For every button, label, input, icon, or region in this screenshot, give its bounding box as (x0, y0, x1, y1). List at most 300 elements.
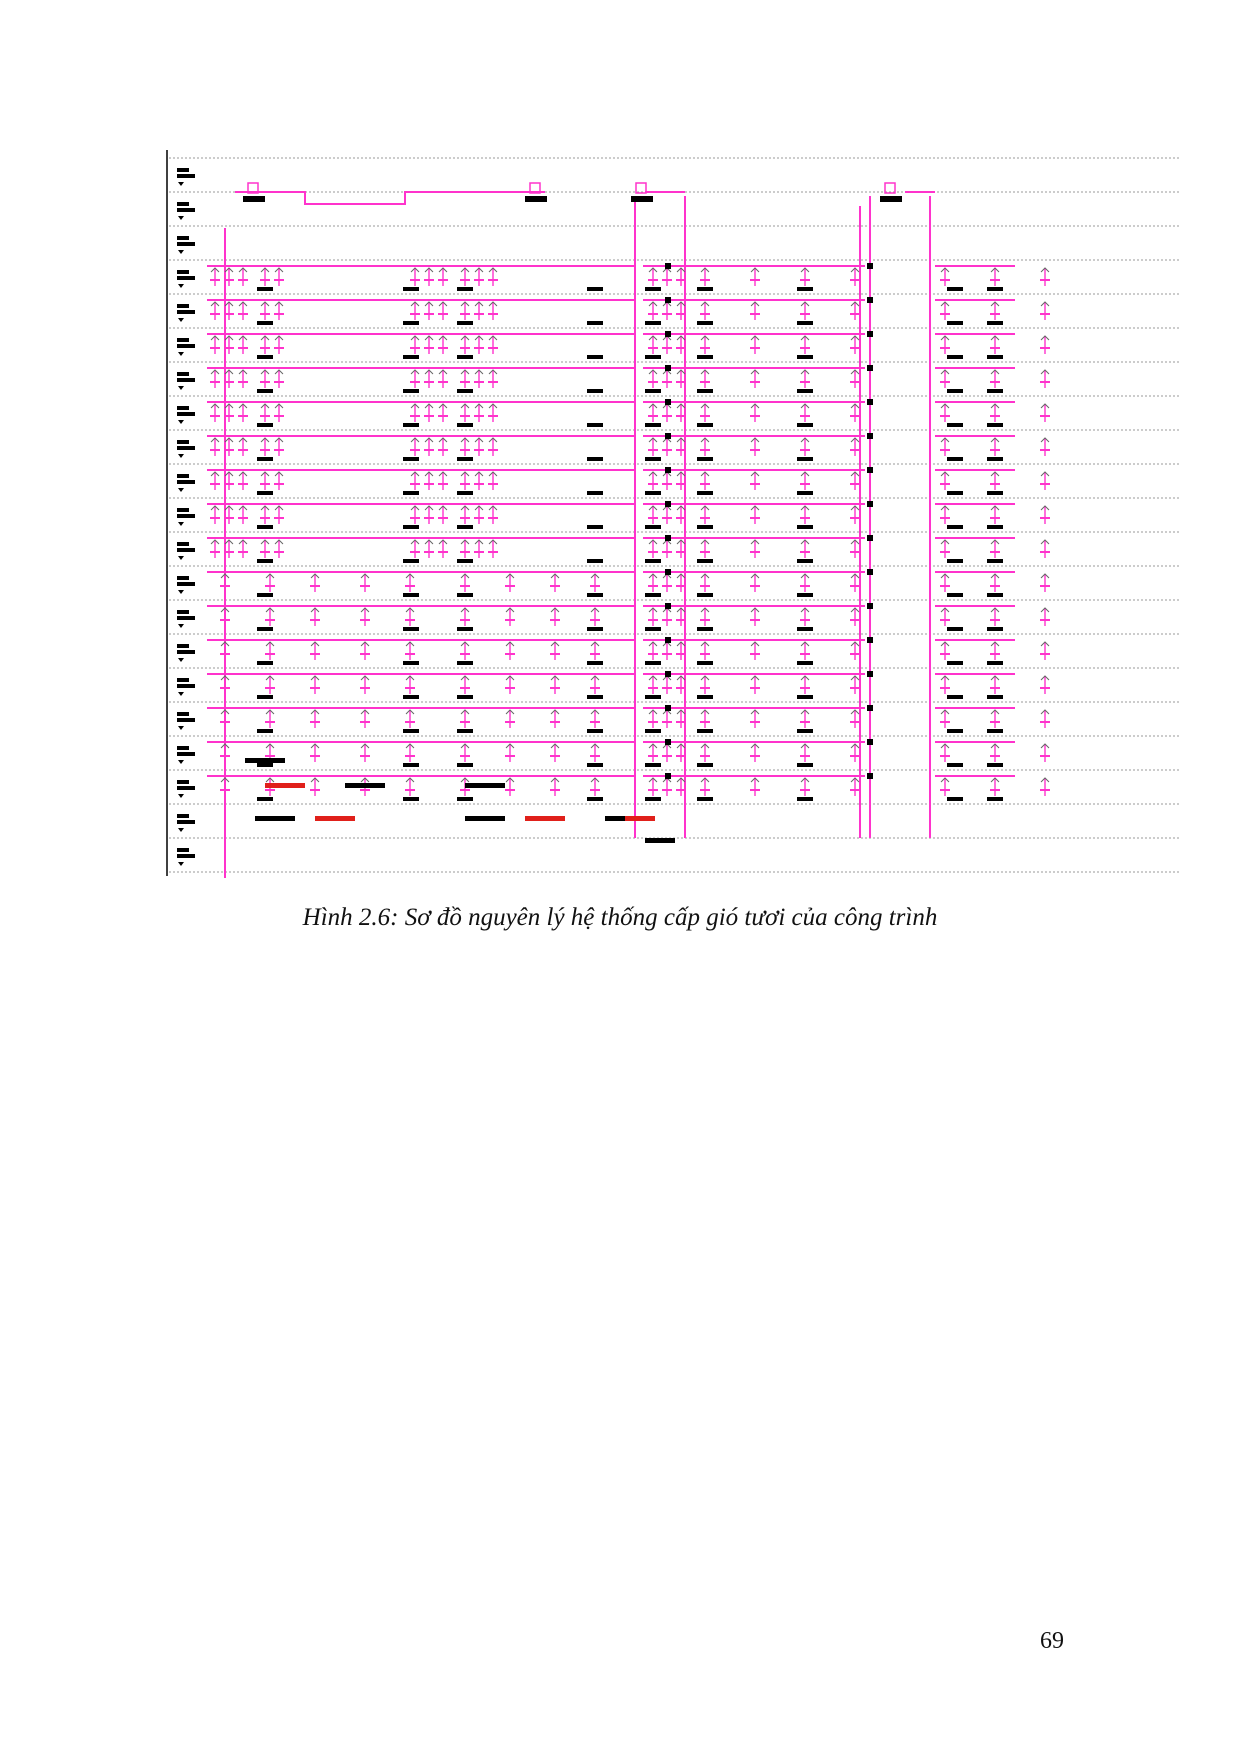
equipment-bar (947, 423, 963, 427)
level-arrow (178, 590, 184, 594)
equipment-bar (987, 321, 1003, 325)
diffuser-collar (474, 279, 484, 281)
diffuser-collar (424, 313, 434, 315)
equipment-bar (947, 661, 963, 665)
diffuser-collar (474, 313, 484, 315)
diffuser-collar (360, 687, 370, 689)
diffuser-collar (505, 721, 515, 723)
diffuser-collar (662, 279, 672, 281)
diffuser-collar (940, 517, 950, 519)
level-mark (177, 752, 195, 756)
level-arrow (178, 386, 184, 390)
diffuser-collar (1040, 517, 1050, 519)
equipment-bar (645, 627, 661, 631)
diffuser-collar (260, 449, 270, 451)
diffuser-collar (1040, 619, 1050, 621)
riser-damper (665, 773, 671, 779)
riser-damper (867, 501, 873, 507)
riser-damper (665, 671, 671, 677)
riser-damper (665, 399, 671, 405)
equipment-bar (797, 661, 813, 665)
equipment-bar (587, 763, 603, 767)
level-mark (177, 854, 195, 858)
equipment-bar (947, 729, 963, 733)
diffuser-collar (424, 517, 434, 519)
diffuser-collar (648, 449, 658, 451)
equipment-bar (587, 695, 603, 699)
diffuser-collar (676, 551, 686, 553)
diffuser-collar (488, 517, 498, 519)
equipment-bar (257, 457, 273, 461)
equipment-bar (403, 593, 419, 597)
diffuser-collar (676, 483, 686, 485)
diffuser-collar (648, 721, 658, 723)
diffuser-collar (220, 755, 230, 757)
equipment-bar (645, 797, 661, 801)
diffuser-collar (438, 551, 448, 553)
equipment-bar (587, 423, 603, 427)
diffuser-collar (210, 313, 220, 315)
equipment-bar (797, 287, 813, 291)
diffuser-collar (1040, 551, 1050, 553)
equipment-bar (947, 491, 963, 495)
diffuser-collar (800, 313, 810, 315)
diffuser-collar (800, 551, 810, 553)
equipment-bar (645, 729, 661, 733)
diffuser-collar (265, 755, 275, 757)
diffuser-collar (700, 653, 710, 655)
diffuser-collar (405, 721, 415, 723)
diffuser-collar (460, 449, 470, 451)
diffuser-collar (224, 483, 234, 485)
equipment-bar (987, 287, 1003, 291)
diffuser-collar (260, 551, 270, 553)
equipment-bar (987, 695, 1003, 699)
equipment-bar (587, 287, 603, 291)
diffuser-collar (662, 789, 672, 791)
diffuser-collar (220, 585, 230, 587)
riser-damper (867, 535, 873, 541)
equipment-bar (645, 763, 661, 767)
equipment-bar (403, 763, 419, 767)
diffuser-collar (550, 721, 560, 723)
diffuser-collar (210, 279, 220, 281)
equipment-bar (403, 797, 419, 801)
equipment-bar (457, 525, 473, 529)
diffuser-collar (488, 415, 498, 417)
diffuser-collar (550, 789, 560, 791)
diffuser-collar (648, 755, 658, 757)
diffuser-collar (265, 721, 275, 723)
diffuser-collar (360, 619, 370, 621)
diffuser-collar (224, 517, 234, 519)
level-mark (177, 814, 189, 818)
riser-damper (665, 467, 671, 473)
diffuser-collar (990, 279, 1000, 281)
equipment-bar (257, 355, 273, 359)
diffuser-collar (220, 653, 230, 655)
diffuser-collar (310, 619, 320, 621)
equipment-bar (697, 321, 713, 325)
equipment-bar (645, 695, 661, 699)
diffuser-collar (360, 653, 370, 655)
level-arrow (178, 760, 184, 764)
riser-damper (867, 671, 873, 677)
diffuser-collar (850, 313, 860, 315)
diffuser-collar (590, 789, 600, 791)
diffuser-collar (940, 279, 950, 281)
diffuser-collar (274, 449, 284, 451)
diffuser-collar (410, 483, 420, 485)
diffuser-collar (800, 517, 810, 519)
diffuser-collar (274, 483, 284, 485)
level-mark (177, 236, 189, 240)
level-arrow (178, 828, 184, 832)
level-mark (177, 820, 195, 824)
level-mark (177, 276, 195, 280)
diffuser-collar (474, 415, 484, 417)
equipment-bar (257, 797, 273, 801)
riser-damper (867, 399, 873, 405)
diffuser-collar (488, 551, 498, 553)
diffuser-collar (590, 653, 600, 655)
diffuser-collar (460, 517, 470, 519)
diffuser-collar (648, 585, 658, 587)
riser-damper (665, 739, 671, 745)
level-mark (177, 746, 189, 750)
diffuser-collar (460, 755, 470, 757)
diffuser-collar (238, 483, 248, 485)
level-mark (177, 208, 195, 212)
diffuser-collar (990, 347, 1000, 349)
equipment-bar (457, 287, 473, 291)
diffuser-collar (940, 381, 950, 383)
diffuser-collar (676, 619, 686, 621)
equipment-bar (797, 763, 813, 767)
horizontal-ducts (207, 192, 1015, 776)
diffuser-collar (940, 449, 950, 451)
equipment-bar (645, 355, 661, 359)
equipment-bar (645, 457, 661, 461)
diffuser-collar (940, 551, 950, 553)
diffuser-collar (990, 483, 1000, 485)
level-arrow (178, 726, 184, 730)
diffuser-collar (940, 313, 950, 315)
diffuser-collar (238, 279, 248, 281)
equipment-bar (257, 525, 273, 529)
level-mark (177, 412, 195, 416)
level-arrow (178, 488, 184, 492)
diffuser-collar (662, 653, 672, 655)
level-arrow (178, 556, 184, 560)
diffuser-collar (438, 449, 448, 451)
basement-equipment (525, 816, 565, 821)
diffuser-collar (550, 585, 560, 587)
diffuser-collar (424, 381, 434, 383)
diffuser-collar (990, 789, 1000, 791)
level-mark (177, 474, 189, 478)
diffuser-collar (410, 415, 420, 417)
level-mark (177, 202, 189, 206)
diffuser-collar (700, 449, 710, 451)
diffuser-collar (676, 755, 686, 757)
fan-base (631, 196, 653, 202)
diffuser-collar (210, 449, 220, 451)
equipment-bar (697, 287, 713, 291)
diffuser-collar (940, 653, 950, 655)
diffuser-collar (438, 347, 448, 349)
diffuser-collar (474, 381, 484, 383)
level-mark (177, 514, 195, 518)
level-mark (177, 786, 195, 790)
diffuser-collar (410, 517, 420, 519)
diffuser-collar (850, 415, 860, 417)
diffuser-collar (265, 619, 275, 621)
diffuser-collar (800, 687, 810, 689)
diffuser-collar (424, 483, 434, 485)
diffuser-collar (1040, 755, 1050, 757)
diffuser-collar (750, 653, 760, 655)
equipment-bar (457, 593, 473, 597)
diffuser-collar (990, 619, 1000, 621)
equipment-bar (257, 627, 273, 631)
equipment-bar (797, 797, 813, 801)
level-arrow (178, 658, 184, 662)
equipment-bar (403, 661, 419, 665)
basement-equipment (345, 783, 385, 788)
diffuser-collar (460, 313, 470, 315)
equipment-bar (697, 525, 713, 529)
diffuser-collar (990, 381, 1000, 383)
diffuser-collar (676, 449, 686, 451)
diffuser-collar (750, 449, 760, 451)
diffuser-collar (700, 347, 710, 349)
diffuser-collar (700, 381, 710, 383)
level-mark (177, 372, 189, 376)
riser-damper (665, 263, 671, 269)
diffuser-collar (210, 381, 220, 383)
equipment-bar (645, 525, 661, 529)
diffuser-collar (990, 449, 1000, 451)
level-arrow (178, 624, 184, 628)
equipment-bar (987, 559, 1003, 563)
diffuser-collar (224, 381, 234, 383)
equipment-bar (697, 423, 713, 427)
diffuser-collar (800, 619, 810, 621)
diffuser-collar (676, 279, 686, 281)
diffuser-collar (750, 687, 760, 689)
diffuser-collar (550, 755, 560, 757)
diffuser-collar (224, 415, 234, 417)
level-mark (177, 712, 189, 716)
diffuser-collar (460, 619, 470, 621)
equipment-bar (645, 491, 661, 495)
riser-damper (867, 433, 873, 439)
diffuser-collar (460, 483, 470, 485)
equipment-bar (697, 763, 713, 767)
diffuser-collar (238, 381, 248, 383)
diffuser-collar (410, 551, 420, 553)
diffuser-collar (940, 347, 950, 349)
diffuser-collar (990, 721, 1000, 723)
diffuser-collar (750, 721, 760, 723)
equipment-bar (587, 525, 603, 529)
equipment-bar (457, 491, 473, 495)
diffuser-collar (662, 687, 672, 689)
diffuser-collar (410, 449, 420, 451)
diffuser-collar (260, 415, 270, 417)
level-mark (177, 174, 195, 178)
diffuser-collar (1040, 721, 1050, 723)
level-mark (177, 616, 195, 620)
level-mark (177, 338, 189, 342)
fan-base (880, 196, 902, 202)
riser-damper (665, 433, 671, 439)
equipment-bar (947, 321, 963, 325)
diffuser-collar (676, 347, 686, 349)
diffuser-collar (224, 313, 234, 315)
level-mark (177, 542, 189, 546)
diffuser-collar (460, 687, 470, 689)
equipment-bar (987, 355, 1003, 359)
diffuser-collar (438, 381, 448, 383)
diffuser-collar (990, 415, 1000, 417)
diffuser-collar (1040, 585, 1050, 587)
equipment-bar (403, 321, 419, 325)
diffuser-collar (310, 687, 320, 689)
diffuser-collar (990, 313, 1000, 315)
floor-level-labels (177, 168, 195, 878)
roof-duct (235, 192, 545, 204)
equipment-bar (947, 525, 963, 529)
equipment-bar (987, 525, 1003, 529)
equipment-bar (697, 593, 713, 597)
diffuser-collar (460, 381, 470, 383)
diffuser-collar (488, 449, 498, 451)
diffuser-collar (438, 483, 448, 485)
diffuser-collar (676, 653, 686, 655)
riser-damper (867, 297, 873, 303)
diffuser-collar (750, 551, 760, 553)
diffuser-collar (990, 585, 1000, 587)
level-arrow (178, 862, 184, 866)
diffuser-collar (224, 449, 234, 451)
diffuser-collar (662, 721, 672, 723)
equipment-bar (587, 729, 603, 733)
equipment-bar (987, 389, 1003, 393)
level-arrow (178, 794, 184, 798)
diffuser-collar (274, 347, 284, 349)
equipment-bar (797, 729, 813, 733)
equipment-bar (457, 627, 473, 631)
equipment-bar (457, 661, 473, 665)
equipment-bar (403, 491, 419, 495)
diffuser-collar (648, 687, 658, 689)
level-arrow (178, 318, 184, 322)
diffuser-collar (210, 483, 220, 485)
level-mark (177, 582, 195, 586)
diffuser-collar (940, 415, 950, 417)
level-arrow (178, 284, 184, 288)
equipment-bar (987, 491, 1003, 495)
diffuser-collar (676, 517, 686, 519)
diffuser-collar (210, 415, 220, 417)
diffuser-collar (648, 279, 658, 281)
diffuser-collar (274, 415, 284, 417)
equipment-bar (403, 729, 419, 733)
level-mark (177, 242, 195, 246)
level-mark (177, 344, 195, 348)
equipment-bar (457, 729, 473, 733)
equipment-bar (645, 287, 661, 291)
figure-caption: Hình 2.6: Sơ đồ nguyên lý hệ thống cấp gió tươi của công trình (302, 904, 938, 931)
riser-damper (665, 365, 671, 371)
diffuser-collar (260, 279, 270, 281)
riser-damper (665, 501, 671, 507)
equipment-bar (987, 423, 1003, 427)
equipment-bar (403, 627, 419, 631)
equipment-bar (947, 763, 963, 767)
equipment-bar (947, 457, 963, 461)
diffuser-collar (662, 483, 672, 485)
diffuser-collar (676, 687, 686, 689)
equipment-bar (947, 797, 963, 801)
equipment-bar (587, 321, 603, 325)
level-arrow (178, 250, 184, 254)
equipment-bar (587, 661, 603, 665)
equipment-bar (947, 287, 963, 291)
diffuser-collar (220, 687, 230, 689)
equipment-bar (457, 797, 473, 801)
equipment-bar (697, 491, 713, 495)
equipment-bar (257, 729, 273, 733)
diffuser-collar (700, 551, 710, 553)
equipment-bar (257, 661, 273, 665)
diffuser-collar (662, 381, 672, 383)
diffuser-collar (405, 687, 415, 689)
diffuser-collar (224, 347, 234, 349)
diffuser-collar (238, 517, 248, 519)
riser-damper (665, 569, 671, 575)
level-mark (177, 576, 189, 580)
equipment-bar (947, 355, 963, 359)
equipment-bar (257, 593, 273, 597)
diffuser-collar (590, 721, 600, 723)
diffuser-collar (850, 483, 860, 485)
equipment-bar (645, 661, 661, 665)
diffuser-collar (360, 585, 370, 587)
diffuser-collar (800, 347, 810, 349)
diffuser-collar (750, 517, 760, 519)
basement-equipment (255, 816, 295, 821)
level-arrow (178, 420, 184, 424)
diffuser-collar (405, 789, 415, 791)
equipment-bar (697, 355, 713, 359)
level-mark (177, 610, 189, 614)
diffuser-collar (800, 721, 810, 723)
diffuser-collar (990, 653, 1000, 655)
level-mark (177, 310, 195, 314)
level-arrow (178, 522, 184, 526)
diffuser-collar (310, 585, 320, 587)
equipment-bar (645, 321, 661, 325)
diffuser-collar (274, 279, 284, 281)
diffuser-collar (238, 551, 248, 553)
equipment-bar (697, 559, 713, 563)
equipment-bar (797, 695, 813, 699)
diffuser-collar (590, 585, 600, 587)
diffuser-collar (750, 347, 760, 349)
